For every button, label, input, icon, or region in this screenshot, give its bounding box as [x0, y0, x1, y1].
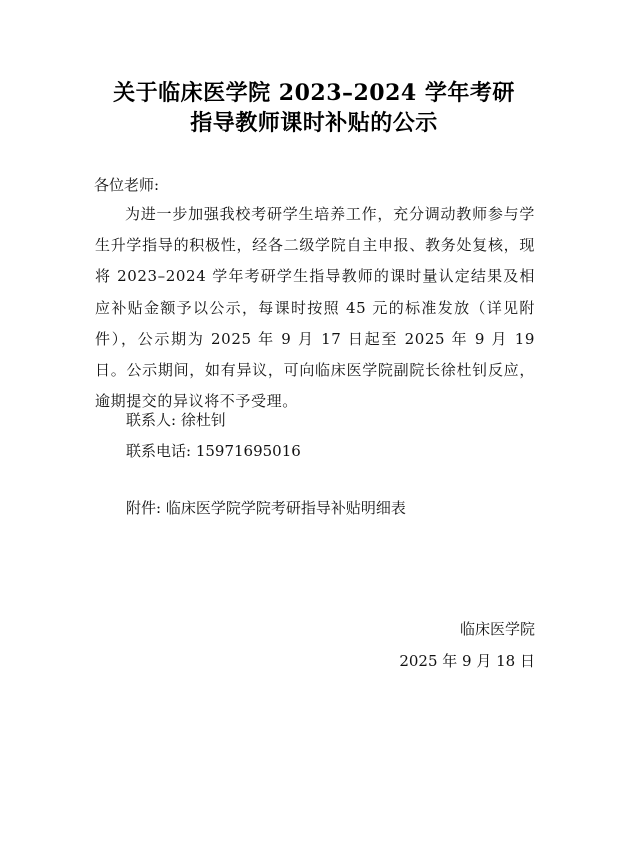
title-line-2: 指导教师课时补贴的公示 [190, 110, 438, 136]
title-line-1: 关于临床医学院 2023–2024 学年考研 [113, 80, 515, 106]
contact-phone: 联系电话: 15971695016 [126, 442, 301, 460]
body-paragraph: 为进一步加强我校考研学生培养工作，充分调动教师参与学生升学指导的积极性，经各二级学院自主申报、教务处复核，现将 2023–2024 学年考研学生指导教师的课时量认定结果及相应补贴金额予以公示，每课时按照 45 元的标准发放（详见附件），公示期为 2025 年 9 月 17 日起至 2025 年 9 月 19 日。公示期间，如有异议，可向临床医学院副院长徐杜钊反应，逾期提交的异议将不予受理。 [95, 205, 535, 411]
attachment-line: 附件: 临床医学院学院考研指导补贴明细表 [126, 499, 406, 517]
contact-person: 联系人: 徐杜钊 [126, 411, 226, 429]
signature-organization: 临床医学院 [459, 620, 535, 638]
signature-date: 2025 年 9 月 18 日 [399, 652, 535, 670]
salutation: 各位老师: [94, 176, 160, 194]
